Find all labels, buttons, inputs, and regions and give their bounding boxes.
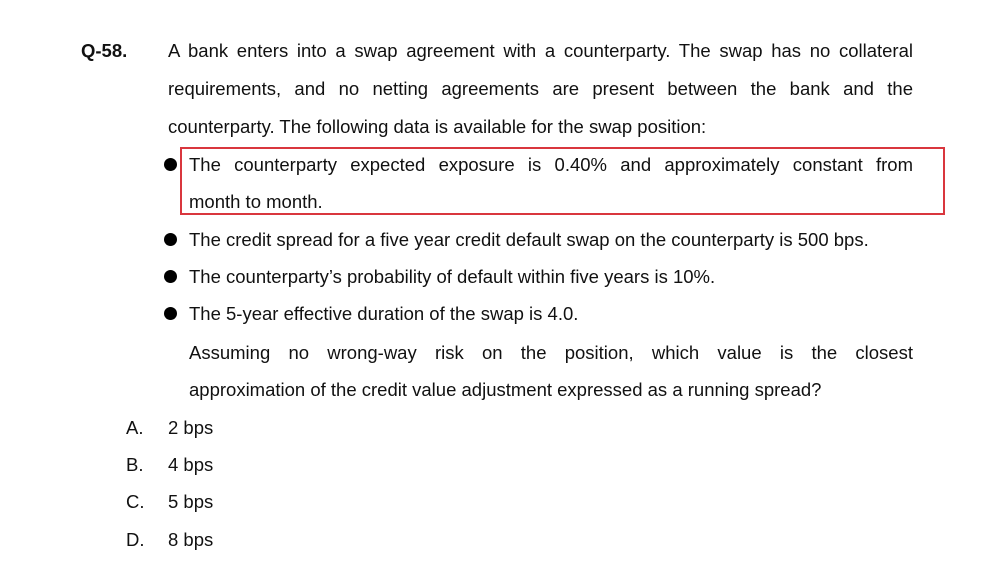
- prompt-line-1: Assuming no wrong-way risk on the position, which value is the closest: [189, 342, 913, 363]
- bullet-1-line-2: month to month.: [189, 191, 323, 212]
- option-c-letter: C.: [126, 491, 145, 512]
- bullet-icon: [164, 233, 177, 246]
- question-intro-line-1: A bank enters into a swap agreement with a counterparty. The swap has no collateral: [168, 40, 913, 61]
- bullet-4-text: The 5-year effective duration of the swap is 4.0.: [189, 303, 579, 324]
- bullet-icon: [164, 158, 177, 171]
- question-intro-line-3: counterparty. The following data is available for the swap position:: [168, 116, 707, 137]
- option-b-letter: B.: [126, 454, 144, 475]
- question-intro-line-2: requirements, and no netting agreements are present between the bank and the: [168, 78, 913, 99]
- bullet-2-text: The credit spread for a five year credit default swap on the counterparty is 500 bps.: [189, 229, 869, 250]
- option-a-letter: A.: [126, 417, 144, 438]
- bullet-3-text: The counterparty’s probability of default within five years is 10%.: [189, 266, 716, 287]
- option-b-text: 4 bps: [168, 454, 214, 475]
- bullet-1-line-1: The counterparty expected exposure is 0.40% and approximately constant from: [189, 154, 913, 175]
- bullet-icon: [164, 307, 177, 320]
- prompt-line-2: approximation of the credit value adjustment expressed as a running spread?: [189, 379, 822, 400]
- option-c-text: 5 bps: [168, 491, 214, 512]
- option-a-text: 2 bps: [168, 417, 214, 438]
- option-d-letter: D.: [126, 529, 145, 550]
- bullet-icon: [164, 270, 177, 283]
- option-d-text: 8 bps: [168, 529, 214, 550]
- question-number: Q-58.: [81, 40, 128, 61]
